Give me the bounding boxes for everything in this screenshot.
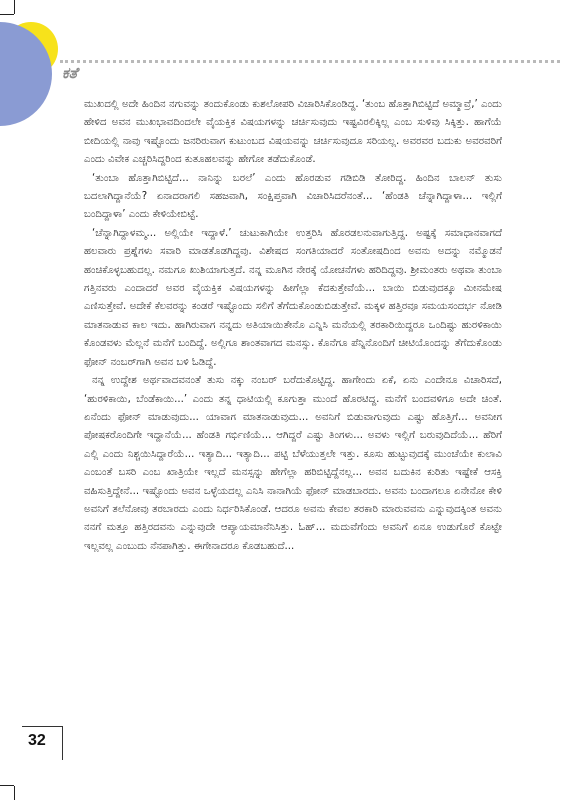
- article-paragraph: ‘ಚೆನ್ನಾಗಿದ್ದಾಳಮ್ಮ... ಅಲ್ಲಿಯೇ ಇದ್ದಾಳೆ.’ ಚುಟುಕಾಗಿಯೇ ಉತ್ತರಿಸಿ ಹೊರಡಲನುವಾಗುತ್ತಿದ್ದ. ಅಷ್ಟಕ್ಕೆ ಸಮಾಧಾನವಾಗದೆ ಹಲವಾರು ಪ್ರಶ್ನೆಗಳು ಸವಾರಿ ಮಾಡತೊಡಗಿದ್ದವು. ವಿಶೇಷದ ಸಂಗತಿಯಾದರೆ ಸಂತೋಷದಿಂದ ಅವನು ಅದನ್ನು ನಮ್ಮೊಡನೆ ಹಂಚಿಕೊಳ್ಳಬಹುದಲ್ಲ. ನಮಗೂ ಖುಶಿಯಾಗುತ್ತದೆ. ನನ್ನ ಮೂಗಿನ ನೇರಕ್ಕೆ ಯೋಚನೆಗಳು ಹರಿದಿದ್ದವು. ಶ್ರೀಮಂತರು ಅಥವಾ ತುಂಬಾ ಗತ್ತಿನವರು ಎಂದಾದರೆ ಅವರ ವೈಯಕ್ತಿಕ ವಿಷಯಗಳನ್ನು ಹೀಗೆಲ್ಲಾ ಕೆದಕುತ್ತೇವೆಯೆ... ಬಾಯಿ ಬಿಡುವುದಕ್ಕೂ ಮೀನಮೇಷ ಎಣಿಸುತ್ತೇವೆ. ಅದೇಕೆ ಕೆಲವರನ್ನು ಕಂಡರೆ ಇಷ್ಟೊಂದು ಸಲಿಗೆ ತೆಗೆದುಕೊಂಡುಬಿಡುತ್ತೇವೆ. ಮಕ್ಕಳ ಹತ್ತಿರವೂ ಸಮಯಸಂದರ್ಭ ನೋಡಿ ಮಾತನಾಡುವ ಕಾಲ ಇದು. ಹಾಗಿರುವಾಗ ನನ್ನದು ಅತಿಯಾಯಿತೇನೊ ಎನ್ನಿಸಿ ಮನೆಯಲ್ಲಿ ತರಕಾರಿಯಿದ್ದರೂ ಒಂದಿಷ್ಟು ಹುರಳಿಕಾಯಿ ಕೊಂಡವಳು ಮೆಲ್ಲನೆ ಮನೆಗೆ ಬಂದಿದ್ದೆ. ಅಲ್ಲಿಗೂ ಶಾಂತವಾಗದ ಮನಸ್ಸು. ಕೊನೆಗೂ ಪೆನ್ನಿನೊಂದಿಗೆ ಚೀಟಿಯೊಂದನ್ನು ತೆಗೆದುಕೊಂಡು ಫೋನ್ ನಂಬರ್‌ಗಾಗಿ ಅವನ ಬಳಿ ಓಡಿದ್ದೆ.: [84, 227, 502, 368]
- section-label: ಕತೆ: [62, 64, 78, 82]
- article-paragraph: ನನ್ನ ಉದ್ದೇಶ ಅರ್ಥವಾದವನಂತೆ ತುಸು ನಕ್ಕು ನಂಬರ್ ಬರೆದುಕೊಟ್ಟಿದ್ದ. ಹಾಗೇಂದು ಏಕೆ, ಏನು ಎಂದೇನೂ ವಿಚಾರಿಸದೆ, ‘ಹುರಳಿಕಾಯಿ, ಬೆಂಡೆಕಾಯಿ...’ ಎಂದು ತನ್ನ ಧಾಟಿಯಲ್ಲಿ ಕೂಗುತ್ತಾ ಮುಂದೆ ಹೊರಟಿದ್ದ. ಮನೆಗೆ ಬಂದವಳಿಗೂ ಅದೇ ಚಿಂತೆ. ಏನೆಂದು ಫೋನ್ ಮಾಡುವುದು... ಯಾವಾಗ ಮಾತನಾಡುವುದು... ಅವನಿಗೆ ಬಿಡುವಾಗುವುದು ಎಷ್ಟು ಹೊತ್ತಿಗೆ... ಅವನೀಗ ಪೋಷಕರೊಂದಿಗೇ ಇದ್ದಾನೆಯೆ... ಹೆಂಡತಿ ಗರ್ಭಿಣಿಯೆ... ಆಗಿದ್ದರೆ ಎಷ್ಟು ತಿಂಗಳು... ಅವಳು ಇಲ್ಲಿಗೆ ಬರುವುದಿದೆಯೆ... ಹೆರಿಗೆ ಎಲ್ಲಿ ಎಂದು ನಿಶ್ಚಯಿಸಿದ್ದಾರೆಯೆ... ಇತ್ಯಾದಿ... ಇತ್ಯಾದಿ... ಪಟ್ಟಿ ಬೆಳೆಯುತ್ತಲೇ ಇತ್ತು. ಕೂಸು ಹುಟ್ಟುವುದಕ್ಕೆ ಮುಂಚೆಯೇ ಕುಲಾವಿ ಎಂಬಂತೆ ಬಸರಿ ಎಂಬ ಖಾತ್ರಿಯೇ ಇಲ್ಲದೆ ಮನಸ್ಸನ್ನು ಹೇಗೆಲ್ಲಾ ಹರಿಬಿಟ್ಟಿದ್ದೆನಲ್ಲ... ಅವನ ಬದುಕಿನ ಕುರಿತು ಇಷ್ಟೇಕೆ ಆಸಕ್ತಿ ವಹಿಸುತ್ತಿದ್ದೇನೆ... ಇಷ್ಟೊಂದು ಅವನ ಒಳ್ಳೆಯದಲ್ಲ ಎನಿಸಿ ನಾನಾಗಿಯೆ ಫೋನ್ ಮಾಡಬಾರದು. ಅವನು ಬಂದಾಗಲೂ ಏನೇನೋ ಕೇಳಿ ಅವನಿಗೆ ತಲೆನೋವು ತರಬಾರದು ಎಂದು ನಿರ್ಧರಿಸಿಕೊಂಡೆ. ಆದರೂ ಅವನು ಕೇವಲ ತರಕಾರಿ ಮಾರುವವನು ಎನ್ನುವುದಕ್ಕಿಂತ ಅವನು ನನಗೆ ಮತ್ತೂ ಹತ್ತಿರದವನು ಎನ್ನುವುದೇ ಆಪ್ಯಾಯಮಾನೆನಿಸಿತ್ತು. ಓಹ್... ಮದುವೆಗೆಂದು ಅವನಿಗೆ ಏನೂ ಉಡುಗೊರೆ ಕೊಟ್ಟೇ ಇಲ್ಲವಲ್ಲ ಎಂಬುದು ನೆನಪಾಗಿತ್ತು. ಈಗೇನಾದರೂ ಕೊಡಬಹುದೆ...: [84, 375, 502, 552]
- article-body: [84, 96, 502, 556]
- crop-mark-top-left-v: [14, 0, 15, 14]
- footer-rule: [22, 726, 62, 727]
- header-dotted-rule: [60, 60, 560, 63]
- footer-rule-vertical: [62, 726, 63, 760]
- crop-mark-bottom-left: [0, 785, 14, 786]
- crop-mark-bottom-left-v: [14, 786, 15, 800]
- page-number: 32: [28, 732, 46, 749]
- crop-mark-top-left: [0, 14, 14, 15]
- article-paragraph: ‘ತುಂಬಾ ಹೊತ್ತಾಗಿಬಿಟ್ಟಿದೆ... ನಾನಿನ್ನು ಬರಲೆ’ ಎಂದು ಹೊರಡುವ ಗಡಿಬಿಡಿ ತೋರಿದ್ದ. ಹಿಂದಿನ ಬಾಲನ್ ತುಸು ಬದಲಾಗಿದ್ದಾನೆಯೆ? ಏನಾದರಾಗಲಿ ಸಹಜವಾಗಿ, ಸಂಕ್ಷಿಪ್ತವಾಗಿ ವಿಚಾರಿಸಿದರೆನಂತೆ... ‘ಹೆಂಡತಿ ಚೆನ್ನಾಗಿದ್ದಾಳಾ... ಇಲ್ಲಿಗೆ ಬಂದಿದ್ದಾಳಾ’ ಎಂದು ಕೇಳಿಯೇಬಿಟ್ಟೆ.: [84, 172, 502, 221]
- article-paragraph: ಮುಖದಲ್ಲಿ ಅದೇ ಹಿಂದಿನ ನಗುವನ್ನು ತಂದುಕೊಂಡು ಕುಶಲೋಪರಿ ವಿಚಾರಿಸಿಕೊಂಡಿದ್ದ. ‘ತುಂಬ ಹೊತ್ತಾಗಿಬಿಟ್ಟಿದೆ ಅಮ್ಮಾವ್ರೆ,’ ಎಂದು ಹೇಳಿದ ಅವನ ಮುಖಭಾವದಿಂದಲೇ ವೈಯಕ್ತಿಕ ವಿಷಯಗಳನ್ನು ಚರ್ಚಿಸುವುದು ಇಷ್ಟವಿರಲಿಕ್ಕಿಲ್ಲ ಎಂಬ ಸುಳಿವು ಸಿಕ್ಕಿತ್ತು. ಹಾಗೆಯೆ ಬೀದಿಯಲ್ಲಿ ನಾವು ಇಷ್ಟೊಂದು ಜನರಿರುವಾಗ ಕುಟುಂಬದ ವಿಷಯವನ್ನು ಚರ್ಚಿಸುವುದೂ ಸರಿಯಲ್ಲ. ಅವರವರ ಬದುಕು ಅವರವರಿಗೆ ಎಂದು ವಿವೇಕ ಎಚ್ಚರಿಸಿದ್ದರಿಂದ ಕುತೂಹಲವನ್ನು ಹೇಗೋ ತಡೆದುಕೊಂಡೆ.: [84, 99, 502, 166]
